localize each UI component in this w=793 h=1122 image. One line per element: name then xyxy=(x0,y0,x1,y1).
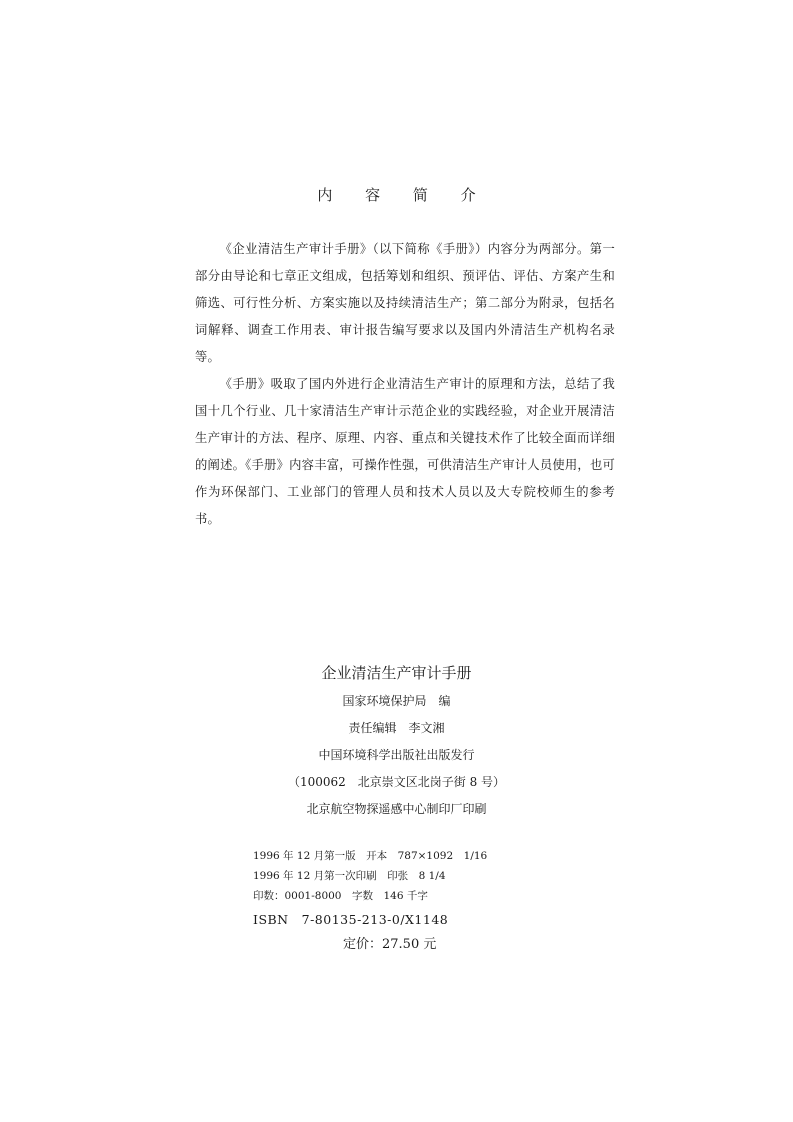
summary-paragraph-2: 《手册》吸取了国内外进行企业清洁生产审计的原理和方法，总结了我国十几个行业、几十家清洁生产审计示范企业的实践经验，对企业开展清洁生产审计的方法、程序、原理、内容、重点和关键技术作了比较全面而详细的阐述。《手册》内容丰富，可操作性强，可供清洁生产审计人员使用，也可作为环保部门、工业部门的管理人员和技术人员以及大专院校师生的参考书。 xyxy=(195,377,615,526)
printing-line: 1996 年 12 月第一次印刷 印张 8 1/4 xyxy=(253,870,446,882)
address-line: （100062 北京崇文区北岗子街 8 号） xyxy=(287,775,506,789)
summary-paragraph-1: 《企业清洁生产审计手册》（以下简称《手册》）内容分为两部分。第一部分由导论和七章正文组成，包括筹划和组织、预评估、评估、方案产生和筛选、可行性分析、方案实施以及持续清洁生产；第二部分为附录，包括名词解释、调查工作用表、审计报告编写要求以及国内外清洁生产机构名录等。 xyxy=(195,242,615,364)
page-title: 内 容 简 介 xyxy=(317,186,490,204)
publisher-line: 中国环境科学出版社出版发行 xyxy=(318,748,475,762)
book-title: 企业清洁生产审计手册 xyxy=(321,664,472,682)
price-line: 定价：27.50 元 xyxy=(343,937,437,952)
publication-specs xyxy=(253,846,573,958)
printer-line: 北京航空物探遥感中心制印厂印刷 xyxy=(306,802,487,816)
print-run-line: 印数：0001-8000 字数 146 千字 xyxy=(253,890,428,902)
isbn-line: ISBN 7-80135-213-0/X1148 xyxy=(253,912,449,927)
author-line: 国家环境保护局 编 xyxy=(342,694,451,708)
summary xyxy=(195,236,615,533)
colophon xyxy=(0,660,793,823)
edition-line: 1996 年 12 月第一版 开本 787×1092 1/16 xyxy=(253,850,488,862)
editor-line: 责任编辑 李文湘 xyxy=(348,721,445,735)
